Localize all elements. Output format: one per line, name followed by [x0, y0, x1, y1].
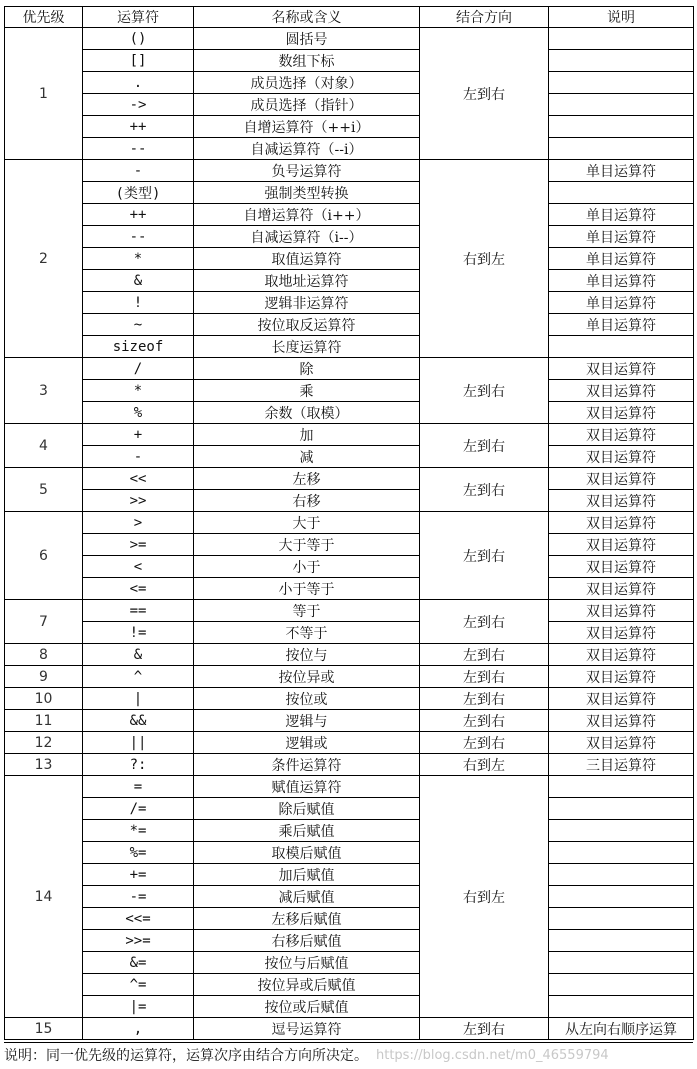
table-row	[5, 380, 694, 402]
table-row	[5, 600, 694, 622]
table-row	[5, 930, 694, 952]
operator-note-cell: 双目运算符	[549, 534, 694, 556]
operator-cell: <=	[83, 578, 194, 600]
operator-note-cell: 双目运算符	[549, 644, 694, 666]
operator-note-cell	[549, 28, 694, 50]
operator-name-cell: 小于	[194, 556, 420, 578]
operator-name-cell: 逻辑与	[194, 710, 420, 732]
operator-note-cell: 双目运算符	[549, 600, 694, 622]
operator-name-cell: 加	[194, 424, 420, 446]
operator-note-cell: 双目运算符	[549, 358, 694, 380]
operator-note-cell	[549, 72, 694, 94]
operator-cell: !=	[83, 622, 194, 644]
operator-note-cell	[549, 952, 694, 974]
operator-note-cell: 双目运算符	[549, 512, 694, 534]
operator-note-cell	[549, 842, 694, 864]
operator-name-cell: 逻辑非运算符	[194, 292, 420, 314]
table-row	[5, 512, 694, 534]
operator-cell: ,	[83, 1018, 194, 1040]
operator-name-cell: 小于等于	[194, 578, 420, 600]
table-row	[5, 886, 694, 908]
operator-name-cell: 按位异或	[194, 666, 420, 688]
operator-cell: <<	[83, 468, 194, 490]
watermark: https://blog.csdn.net/m0_46559794	[376, 1047, 609, 1063]
operator-cell: []	[83, 50, 194, 72]
operator-name-cell: 除后赋值	[194, 798, 420, 820]
table-row	[5, 226, 694, 248]
operator-cell: /	[83, 358, 194, 380]
operator-cell: -	[83, 446, 194, 468]
operator-cell: --	[83, 138, 194, 160]
operator-name-cell: 数组下标	[194, 50, 420, 72]
operator-cell: ^=	[83, 974, 194, 996]
operator-cell: <<=	[83, 908, 194, 930]
operator-note-cell: 双目运算符	[549, 578, 694, 600]
operator-note-cell: 单目运算符	[549, 226, 694, 248]
table-row	[5, 424, 694, 446]
associativity-cell: 左到右	[420, 1018, 549, 1040]
operator-cell: %=	[83, 842, 194, 864]
header-direction: 结合方向	[420, 7, 549, 28]
header-operator: 运算符	[83, 7, 194, 28]
operator-name-cell: 自减运算符（i--）	[194, 226, 420, 248]
operator-name-cell: 按位与后赋值	[194, 952, 420, 974]
operator-name-cell: 大于	[194, 512, 420, 534]
operator-note-cell	[549, 138, 694, 160]
operator-note-cell	[549, 886, 694, 908]
operator-name-cell: 长度运算符	[194, 336, 420, 358]
table-row	[5, 710, 694, 732]
operator-cell: ++	[83, 204, 194, 226]
table-row	[5, 732, 694, 754]
operator-name-cell: 减后赋值	[194, 886, 420, 908]
operator-name-cell: 自减运算符（--i）	[194, 138, 420, 160]
operator-name-cell: 条件运算符	[194, 754, 420, 776]
table-row	[5, 50, 694, 72]
operator-name-cell: 除	[194, 358, 420, 380]
associativity-cell: 左到右	[420, 28, 549, 160]
operator-note-cell: 双目运算符	[549, 688, 694, 710]
operator-note-cell	[549, 820, 694, 842]
operator-name-cell: 等于	[194, 600, 420, 622]
footer-note	[4, 1042, 693, 1067]
operator-name-cell: 强制类型转换	[194, 182, 420, 204]
operator-precedence-table	[4, 6, 694, 1040]
table-row	[5, 248, 694, 270]
associativity-cell: 右到左	[420, 160, 549, 358]
operator-cell: (类型)	[83, 182, 194, 204]
operator-cell: |=	[83, 996, 194, 1018]
operator-note-cell: 三目运算符	[549, 754, 694, 776]
operator-note-cell: 单目运算符	[549, 292, 694, 314]
table-row	[5, 776, 694, 798]
operator-note-cell: 双目运算符	[549, 556, 694, 578]
operator-cell: -=	[83, 886, 194, 908]
operator-name-cell: 成员选择（对象）	[194, 72, 420, 94]
table-row	[5, 1018, 694, 1040]
operator-cell: +	[83, 424, 194, 446]
precedence-level-cell: 3	[5, 358, 83, 424]
associativity-cell: 左到右	[420, 358, 549, 424]
table-row	[5, 446, 694, 468]
table-row	[5, 28, 694, 50]
precedence-level-cell: 12	[5, 732, 83, 754]
table-row	[5, 754, 694, 776]
operator-name-cell: 余数（取模）	[194, 402, 420, 424]
operator-name-cell: 加后赋值	[194, 864, 420, 886]
operator-note-cell	[549, 908, 694, 930]
operator-cell: *	[83, 380, 194, 402]
operator-note-cell	[549, 336, 694, 358]
table-row	[5, 556, 694, 578]
operator-cell: *=	[83, 820, 194, 842]
operator-name-cell: 不等于	[194, 622, 420, 644]
operator-cell: ==	[83, 600, 194, 622]
operator-cell: ++	[83, 116, 194, 138]
precedence-level-cell: 15	[5, 1018, 83, 1040]
table-row	[5, 204, 694, 226]
table-row	[5, 94, 694, 116]
precedence-level-cell: 13	[5, 754, 83, 776]
operator-cell: ?:	[83, 754, 194, 776]
operator-name-cell: 左移后赋值	[194, 908, 420, 930]
operator-note-cell: 双目运算符	[549, 380, 694, 402]
precedence-level-cell: 5	[5, 468, 83, 512]
operator-name-cell: 取值运算符	[194, 248, 420, 270]
operator-note-cell	[549, 116, 694, 138]
precedence-level-cell: 14	[5, 776, 83, 1018]
table-row	[5, 138, 694, 160]
operator-cell: >=	[83, 534, 194, 556]
operator-cell: ^	[83, 666, 194, 688]
operator-cell: ~	[83, 314, 194, 336]
table-row	[5, 820, 694, 842]
operator-name-cell: 减	[194, 446, 420, 468]
operator-name-cell: 逗号运算符	[194, 1018, 420, 1040]
operator-cell: !	[83, 292, 194, 314]
table-row	[5, 402, 694, 424]
table-row	[5, 182, 694, 204]
operator-name-cell: 乘后赋值	[194, 820, 420, 842]
operator-cell: &=	[83, 952, 194, 974]
operator-note-cell: 双目运算符	[549, 446, 694, 468]
table-row	[5, 908, 694, 930]
precedence-level-cell: 4	[5, 424, 83, 468]
table-row	[5, 688, 694, 710]
table-row	[5, 358, 694, 380]
operator-cell: |	[83, 688, 194, 710]
operator-note-cell	[549, 864, 694, 886]
precedence-level-cell: 11	[5, 710, 83, 732]
associativity-cell: 左到右	[420, 644, 549, 666]
precedence-level-cell: 8	[5, 644, 83, 666]
operator-note-cell: 双目运算符	[549, 490, 694, 512]
operator-name-cell: 负号运算符	[194, 160, 420, 182]
table-row	[5, 864, 694, 886]
table-row	[5, 974, 694, 996]
table-row	[5, 160, 694, 182]
operator-note-cell: 从左向右顺序运算	[549, 1018, 694, 1040]
footer-text: 说明：同一优先级的运算符，运算次序由结合方向所决定。	[4, 1048, 368, 1064]
table-row	[5, 292, 694, 314]
operator-cell: *	[83, 248, 194, 270]
operator-name-cell: 按位或	[194, 688, 420, 710]
operator-cell: &&	[83, 710, 194, 732]
operator-cell: %	[83, 402, 194, 424]
associativity-cell: 左到右	[420, 512, 549, 600]
operator-name-cell: 取地址运算符	[194, 270, 420, 292]
associativity-cell: 右到左	[420, 776, 549, 1018]
operator-note-cell: 双目运算符	[549, 622, 694, 644]
operator-note-cell: 单目运算符	[549, 204, 694, 226]
table-header-row	[5, 7, 694, 28]
operator-note-cell	[549, 50, 694, 72]
associativity-cell: 左到右	[420, 600, 549, 644]
operator-name-cell: 右移后赋值	[194, 930, 420, 952]
associativity-cell: 左到右	[420, 468, 549, 512]
table-row	[5, 468, 694, 490]
associativity-cell: 右到左	[420, 754, 549, 776]
operator-cell: ()	[83, 28, 194, 50]
associativity-cell: 左到右	[420, 666, 549, 688]
operator-name-cell: 按位或后赋值	[194, 996, 420, 1018]
operator-cell: &	[83, 270, 194, 292]
operator-note-cell: 单目运算符	[549, 270, 694, 292]
operator-note-cell: 双目运算符	[549, 666, 694, 688]
operator-note-cell: 单目运算符	[549, 160, 694, 182]
header-note: 说明	[549, 7, 694, 28]
table-row	[5, 666, 694, 688]
operator-cell: >>=	[83, 930, 194, 952]
operator-cell: +=	[83, 864, 194, 886]
operator-note-cell	[549, 974, 694, 996]
precedence-level-cell: 1	[5, 28, 83, 160]
operator-cell: >	[83, 512, 194, 534]
table-row	[5, 842, 694, 864]
operator-note-cell	[549, 94, 694, 116]
operator-note-cell: 单目运算符	[549, 314, 694, 336]
operator-name-cell: 自增运算符（i++）	[194, 204, 420, 226]
table-row	[5, 336, 694, 358]
header-level: 优先级	[5, 7, 83, 28]
operator-cell: ||	[83, 732, 194, 754]
associativity-cell: 左到右	[420, 688, 549, 710]
table-row	[5, 798, 694, 820]
operator-cell: .	[83, 72, 194, 94]
operator-cell: >>	[83, 490, 194, 512]
table-row	[5, 534, 694, 556]
precedence-level-cell: 7	[5, 600, 83, 644]
operator-name-cell: 大于等于	[194, 534, 420, 556]
operator-name-cell: 左移	[194, 468, 420, 490]
operator-cell: &	[83, 644, 194, 666]
table-row	[5, 578, 694, 600]
table-row	[5, 72, 694, 94]
table-row	[5, 314, 694, 336]
operator-name-cell: 圆括号	[194, 28, 420, 50]
operator-note-cell: 双目运算符	[549, 402, 694, 424]
operator-cell: =	[83, 776, 194, 798]
precedence-level-cell: 2	[5, 160, 83, 358]
operator-cell: sizeof	[83, 336, 194, 358]
operator-note-cell	[549, 776, 694, 798]
operator-note-cell: 双目运算符	[549, 468, 694, 490]
table-row	[5, 644, 694, 666]
operator-cell: --	[83, 226, 194, 248]
operator-cell: <	[83, 556, 194, 578]
operator-name-cell: 右移	[194, 490, 420, 512]
operator-name-cell: 成员选择（指针）	[194, 94, 420, 116]
operator-name-cell: 按位与	[194, 644, 420, 666]
operator-note-cell	[549, 930, 694, 952]
precedence-level-cell: 10	[5, 688, 83, 710]
operator-cell: /=	[83, 798, 194, 820]
operator-note-cell: 双目运算符	[549, 710, 694, 732]
operator-name-cell: 自增运算符（++i）	[194, 116, 420, 138]
operator-name-cell: 按位异或后赋值	[194, 974, 420, 996]
operator-note-cell: 双目运算符	[549, 732, 694, 754]
operator-note-cell	[549, 798, 694, 820]
table-row	[5, 116, 694, 138]
operator-note-cell	[549, 996, 694, 1018]
operator-name-cell: 逻辑或	[194, 732, 420, 754]
operator-name-cell: 取模后赋值	[194, 842, 420, 864]
table-row	[5, 622, 694, 644]
operator-cell: ->	[83, 94, 194, 116]
operator-name-cell: 乘	[194, 380, 420, 402]
associativity-cell: 左到右	[420, 424, 549, 468]
table-body	[5, 28, 694, 1040]
operator-name-cell: 赋值运算符	[194, 776, 420, 798]
table-row	[5, 996, 694, 1018]
precedence-level-cell: 9	[5, 666, 83, 688]
operator-note-cell: 单目运算符	[549, 248, 694, 270]
operator-note-cell	[549, 182, 694, 204]
operator-name-cell: 按位取反运算符	[194, 314, 420, 336]
precedence-level-cell: 6	[5, 512, 83, 600]
associativity-cell: 左到右	[420, 710, 549, 732]
header-name: 名称或含义	[194, 7, 420, 28]
table-row	[5, 952, 694, 974]
associativity-cell: 左到右	[420, 732, 549, 754]
table-row	[5, 270, 694, 292]
operator-note-cell: 双目运算符	[549, 424, 694, 446]
table-row	[5, 490, 694, 512]
operator-cell: -	[83, 160, 194, 182]
